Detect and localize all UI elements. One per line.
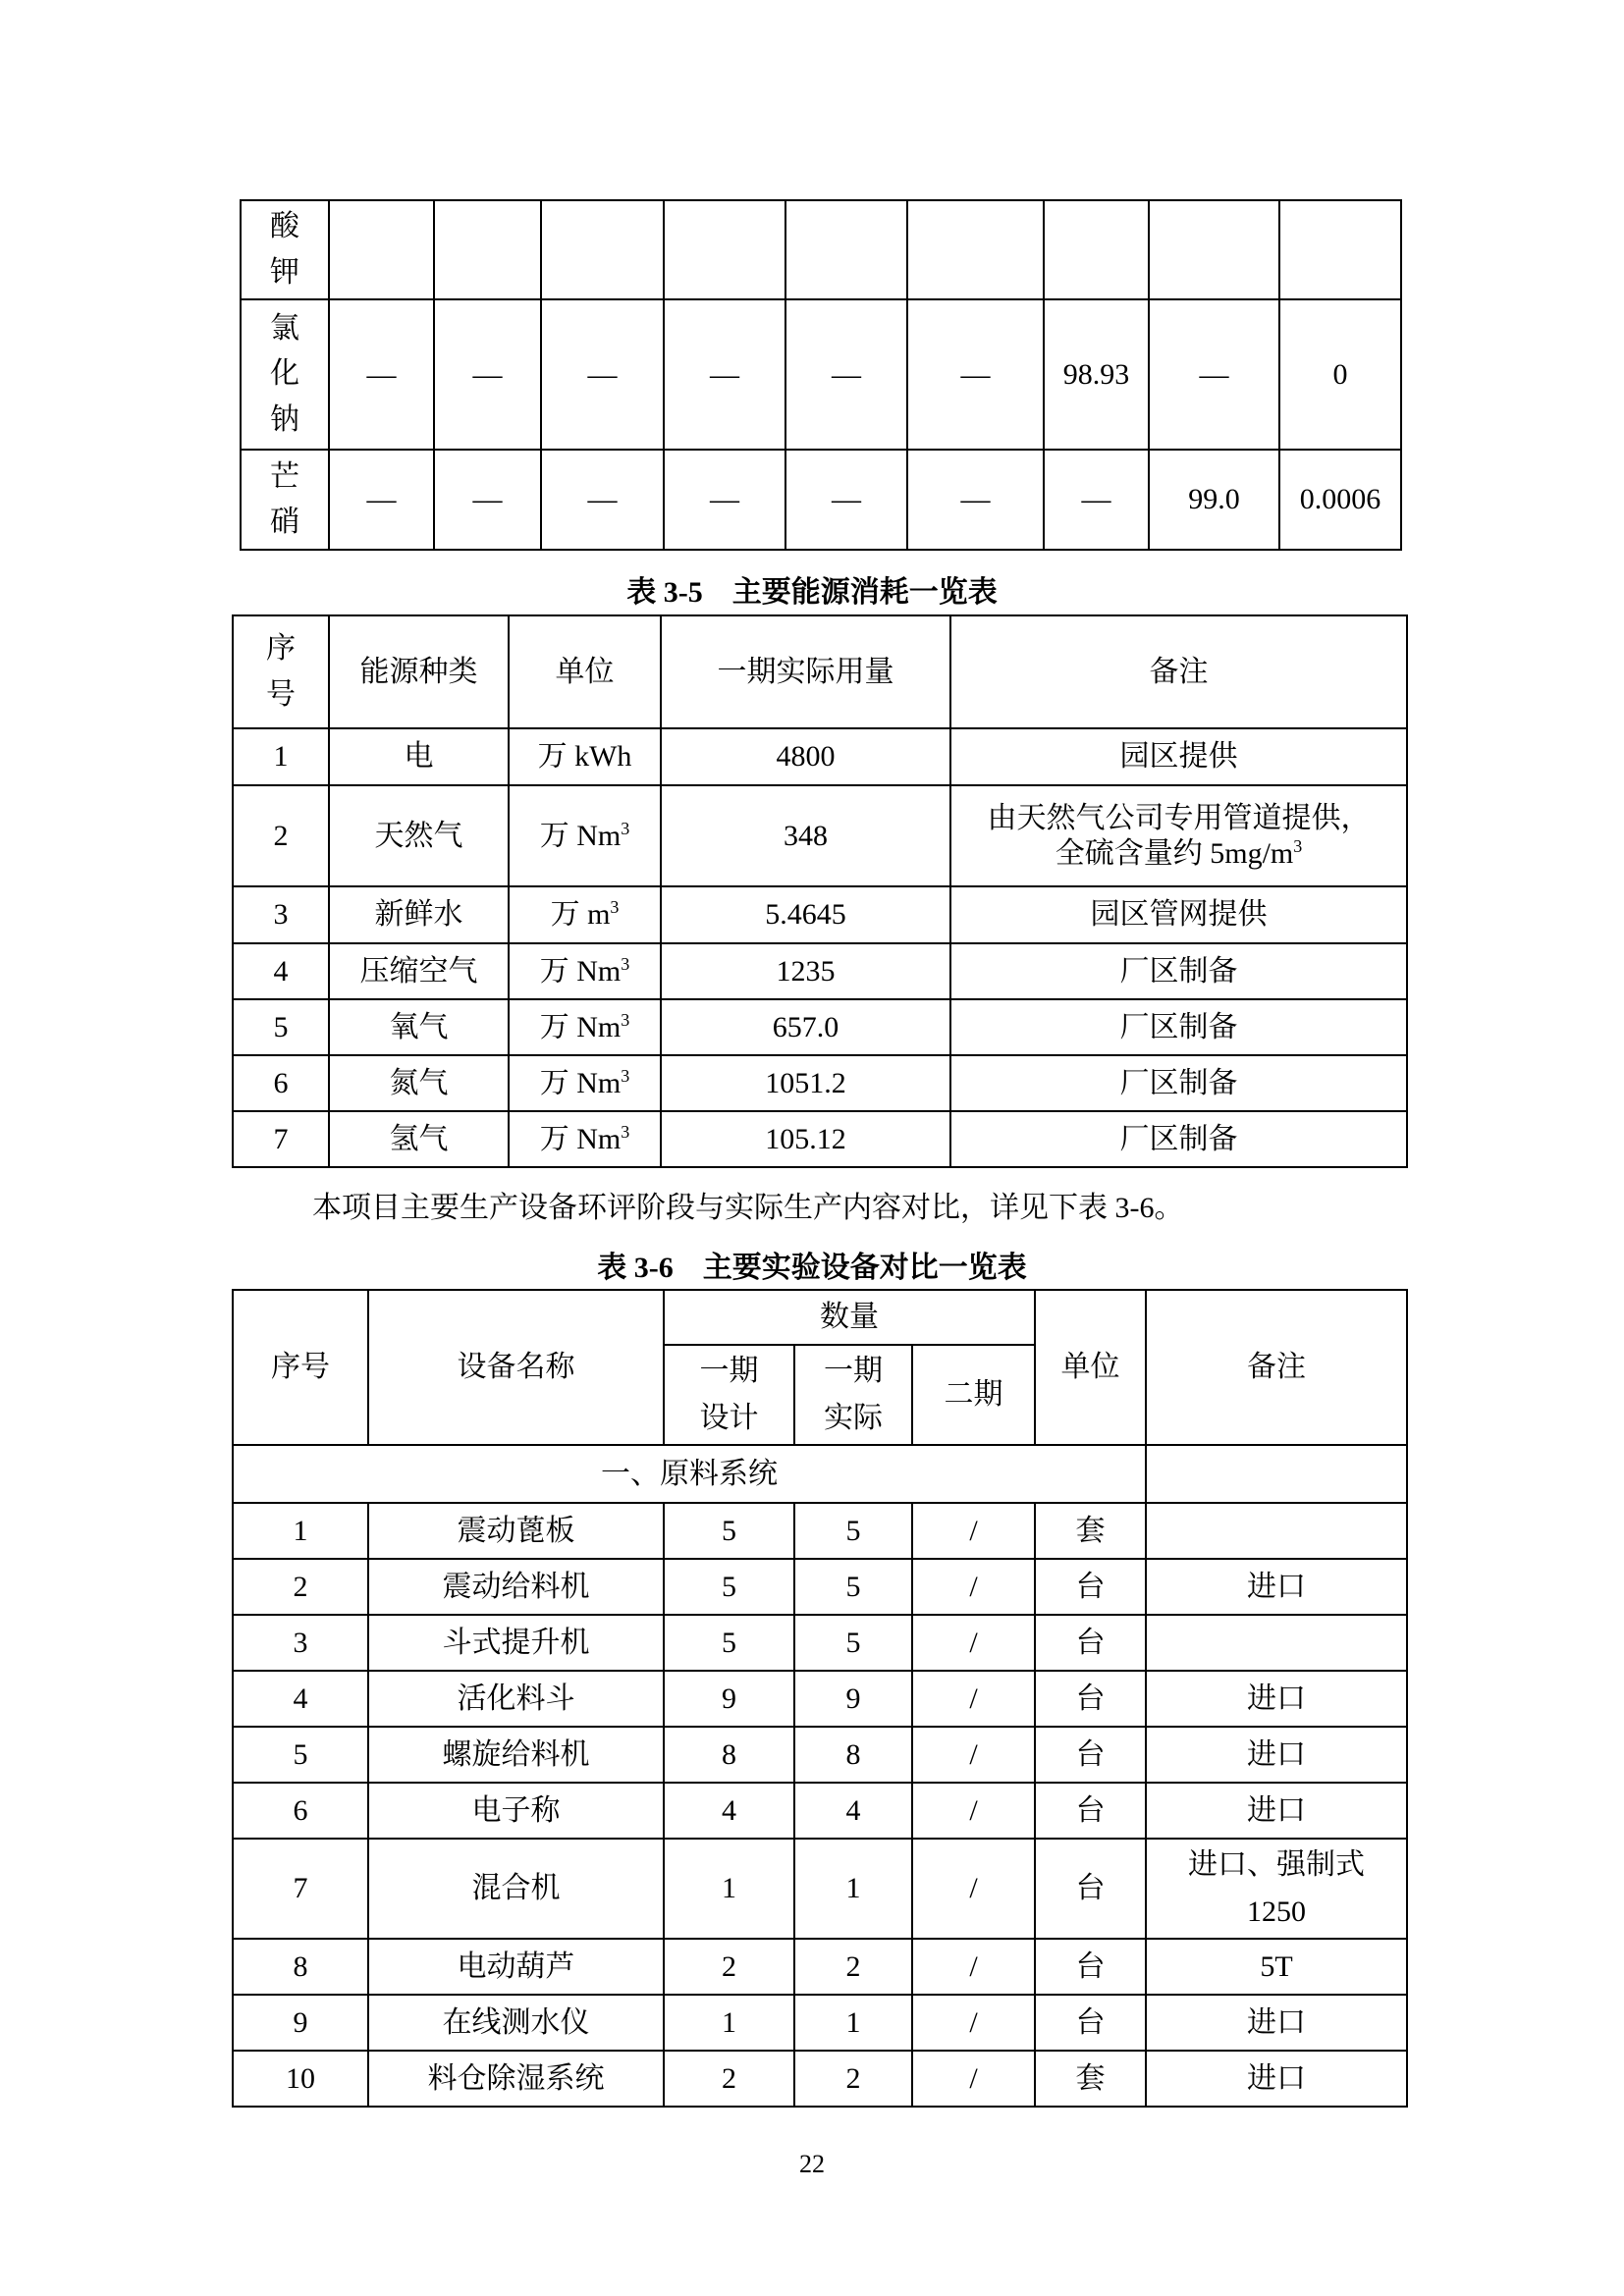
equipment-name-cell: 螺旋给料机 [368, 1727, 664, 1783]
note-cell [1146, 1615, 1407, 1671]
unit-cell: 台 [1035, 1671, 1146, 1727]
table-3-6-caption: 表 3-6 主要实验设备对比一览表 [597, 1252, 1027, 1284]
table-row [233, 1055, 1407, 1111]
unit-cell: 台 [1035, 1615, 1146, 1671]
unit-cell: 台 [1035, 1839, 1146, 1939]
table-cell: — [664, 450, 785, 550]
seq-cell: 2 [233, 785, 329, 886]
energy-type-cell: 天然气 [329, 785, 509, 886]
table-row [241, 299, 1401, 450]
note-cell: 进口 [1146, 2051, 1407, 2107]
usage-cell: 105.12 [661, 1111, 950, 1167]
table-row [233, 728, 1407, 785]
note-cell: 进口 [1146, 1995, 1407, 2051]
note-cell: 园区管网提供 [950, 886, 1407, 943]
table-row [233, 1939, 1407, 1995]
note-cell: 厂区制备 [950, 1055, 1407, 1111]
table-cell [1279, 200, 1401, 299]
table-row [233, 1559, 1407, 1615]
header-note: 备注 [950, 615, 1407, 728]
p2-cell: / [912, 1671, 1035, 1727]
p1-design-cell: 5 [664, 1503, 794, 1559]
note-cell [1146, 1503, 1407, 1559]
p1-actual-cell: 1 [794, 1839, 912, 1939]
section-row [233, 1445, 1407, 1503]
seq-cell: 9 [233, 1995, 368, 2051]
table-cell: — [907, 450, 1044, 550]
energy-type-cell: 氧气 [329, 999, 509, 1055]
unit-cell: 万 Nm$^3$ [509, 943, 661, 999]
table-cell [664, 200, 785, 299]
equipment-name-cell: 震动蓖板 [368, 1503, 664, 1559]
equipment-name-cell: 震动给料机 [368, 1559, 664, 1615]
p1-design-cell: 1 [664, 1839, 794, 1939]
table-cell: — [541, 450, 664, 550]
unit-cell: 台 [1035, 1939, 1146, 1995]
body-paragraph: 本项目主要生产设备环评阶段与实际生产内容对比，详见下表 3-6。 [312, 1192, 1184, 1224]
energy-type-cell: 氮气 [329, 1055, 509, 1111]
note-cell: 进口 [1146, 1671, 1407, 1727]
note-cell: 厂区制备 [950, 1111, 1407, 1167]
table-row [233, 943, 1407, 999]
material-name: 氯 化 钠 [241, 299, 329, 450]
p2-cell: / [912, 1783, 1035, 1839]
note-cell: 厂区制备 [950, 943, 1407, 999]
seq-cell: 7 [233, 1111, 329, 1167]
p2-cell: / [912, 1727, 1035, 1783]
unit-cell: 套 [1035, 2051, 1146, 2107]
header-seq: 序号 [233, 1290, 368, 1445]
unit-cell: 万 Nm$^3$ [509, 999, 661, 1055]
table-cell: — [664, 299, 785, 450]
p1-actual-cell: 1 [794, 1995, 912, 2051]
table-row [233, 1995, 1407, 2051]
equipment-name-cell: 料仓除湿系统 [368, 2051, 664, 2107]
p2-cell: / [912, 1839, 1035, 1939]
unit-cell: 台 [1035, 1995, 1146, 2051]
p1-actual-cell: 9 [794, 1671, 912, 1727]
equipment-table [232, 1289, 1408, 2108]
unit-cell: 万 Nm$^3$ [509, 1055, 661, 1111]
table-row [241, 200, 1401, 299]
header-name: 设备名称 [368, 1290, 664, 1445]
usage-cell: 657.0 [661, 999, 950, 1055]
seq-cell: 1 [233, 728, 329, 785]
seq-cell: 5 [233, 1727, 368, 1783]
table-row [233, 886, 1407, 943]
table-cell: 0.0006 [1279, 450, 1401, 550]
unit-cell: 万 Nm$^3$ [509, 785, 661, 886]
table-row [241, 450, 1401, 550]
table-row [233, 1783, 1407, 1839]
table-cell: — [329, 299, 434, 450]
unit-cell: 台 [1035, 1559, 1146, 1615]
header-unit: 单位 [509, 615, 661, 728]
note-cell: 厂区制备 [950, 999, 1407, 1055]
header-p1-actual: 一期 实际 [794, 1345, 912, 1445]
table-row [233, 785, 1407, 886]
table-cell [785, 200, 907, 299]
p2-cell: / [912, 1615, 1035, 1671]
table-cell: 98.93 [1044, 299, 1149, 450]
table-header-row [233, 1290, 1407, 1345]
table-cell: — [541, 299, 664, 450]
table-row [233, 1503, 1407, 1559]
energy-type-cell: 压缩空气 [329, 943, 509, 999]
material-name: 芒 硝 [241, 450, 329, 550]
equipment-name-cell: 在线测水仪 [368, 1995, 664, 2051]
header-p1-design: 一期 设计 [664, 1345, 794, 1445]
table-row [233, 1671, 1407, 1727]
seq-cell: 8 [233, 1939, 368, 1995]
p1-design-cell: 8 [664, 1727, 794, 1783]
usage-cell: 5.4645 [661, 886, 950, 943]
table-cell: — [785, 450, 907, 550]
usage-cell: 348 [661, 785, 950, 886]
table-header-row [233, 615, 1407, 728]
table-row [233, 2051, 1407, 2107]
equipment-name-cell: 电动葫芦 [368, 1939, 664, 1995]
energy-table [232, 614, 1408, 1168]
p1-design-cell: 9 [664, 1671, 794, 1727]
note-cell: 园区提供 [950, 728, 1407, 785]
p2-cell: / [912, 1995, 1035, 2051]
table-cell: — [434, 450, 541, 550]
seq-cell: 6 [233, 1783, 368, 1839]
section-title: 一、原料系统 [233, 1445, 1146, 1503]
table-cell [434, 200, 541, 299]
seq-cell: 4 [233, 943, 329, 999]
usage-cell: 4800 [661, 728, 950, 785]
p1-design-cell: 5 [664, 1615, 794, 1671]
note-cell: 进口 [1146, 1783, 1407, 1839]
table-cell [1149, 200, 1279, 299]
header-unit: 单位 [1035, 1290, 1146, 1445]
table-cell [329, 200, 434, 299]
seq-cell: 5 [233, 999, 329, 1055]
p1-actual-cell: 5 [794, 1503, 912, 1559]
table-cell [907, 200, 1044, 299]
unit-cell: 台 [1035, 1783, 1146, 1839]
page-number: 22 [799, 2150, 825, 2178]
p1-design-cell: 4 [664, 1783, 794, 1839]
p1-actual-cell: 2 [794, 1939, 912, 1995]
header-type: 能源种类 [329, 615, 509, 728]
header-qty: 数量 [664, 1290, 1035, 1345]
p1-design-cell: 2 [664, 2051, 794, 2107]
usage-cell: 1051.2 [661, 1055, 950, 1111]
p1-actual-cell: 2 [794, 2051, 912, 2107]
usage-cell: 1235 [661, 943, 950, 999]
energy-type-cell: 电 [329, 728, 509, 785]
table-cell: 99.0 [1149, 450, 1279, 550]
unit-cell: 套 [1035, 1503, 1146, 1559]
table-row [233, 1111, 1407, 1167]
p1-design-cell: 2 [664, 1939, 794, 1995]
header-p2: 二期 [912, 1345, 1035, 1445]
table-row [233, 1727, 1407, 1783]
unit-cell: 万 Nm$^3$ [509, 1111, 661, 1167]
table-row [233, 1615, 1407, 1671]
header-note: 备注 [1146, 1290, 1407, 1445]
seq-cell: 3 [233, 886, 329, 943]
unit-cell: 万 kWh [509, 728, 661, 785]
unit-cell: 台 [1035, 1727, 1146, 1783]
table-cell: — [434, 299, 541, 450]
note-cell: 5T [1146, 1939, 1407, 1995]
seq-cell: 10 [233, 2051, 368, 2107]
p1-actual-cell: 8 [794, 1727, 912, 1783]
table-row [233, 999, 1407, 1055]
continued-table [240, 199, 1402, 551]
energy-type-cell: 氢气 [329, 1111, 509, 1167]
p2-cell: / [912, 2051, 1035, 2107]
seq-cell: 6 [233, 1055, 329, 1111]
p2-cell: / [912, 1559, 1035, 1615]
table-3-5-caption: 表 3-5 主要能源消耗一览表 [626, 576, 998, 609]
equipment-name-cell: 混合机 [368, 1839, 664, 1939]
table-cell [541, 200, 664, 299]
header-usage: 一期实际用量 [661, 615, 950, 728]
seq-cell: 7 [233, 1839, 368, 1939]
seq-cell: 1 [233, 1503, 368, 1559]
note-cell: 进口 [1146, 1727, 1407, 1783]
equipment-name-cell: 活化料斗 [368, 1671, 664, 1727]
equipment-name-cell: 斗式提升机 [368, 1615, 664, 1671]
p2-cell: / [912, 1503, 1035, 1559]
p1-design-cell: 5 [664, 1559, 794, 1615]
table-cell: — [329, 450, 434, 550]
unit-cell: 万 $m^3$ [509, 886, 661, 943]
equipment-name-cell: 电子称 [368, 1783, 664, 1839]
p2-cell: / [912, 1939, 1035, 1995]
table-cell [1044, 200, 1149, 299]
p1-design-cell: 1 [664, 1995, 794, 2051]
note-cell: 进口 [1146, 1559, 1407, 1615]
note-cell: 由天然气公司专用管道提供， 全硫含量约 $5mg/m^3$ [950, 785, 1407, 886]
seq-cell: 3 [233, 1615, 368, 1671]
energy-type-cell: 新鲜水 [329, 886, 509, 943]
p1-actual-cell: 5 [794, 1559, 912, 1615]
p1-actual-cell: 5 [794, 1615, 912, 1671]
table-cell: — [907, 299, 1044, 450]
seq-cell: 4 [233, 1671, 368, 1727]
table-cell: — [785, 299, 907, 450]
table-cell: — [1149, 299, 1279, 450]
section-note [1146, 1445, 1407, 1503]
table-cell: 0 [1279, 299, 1401, 450]
header-seq: 序 号 [233, 615, 329, 728]
table-cell: — [1044, 450, 1149, 550]
table-row [233, 1839, 1407, 1939]
p1-actual-cell: 4 [794, 1783, 912, 1839]
note-cell: 进口、强制式 1250 [1146, 1839, 1407, 1939]
seq-cell: 2 [233, 1559, 368, 1615]
material-name: 酸 钾 [241, 200, 329, 299]
